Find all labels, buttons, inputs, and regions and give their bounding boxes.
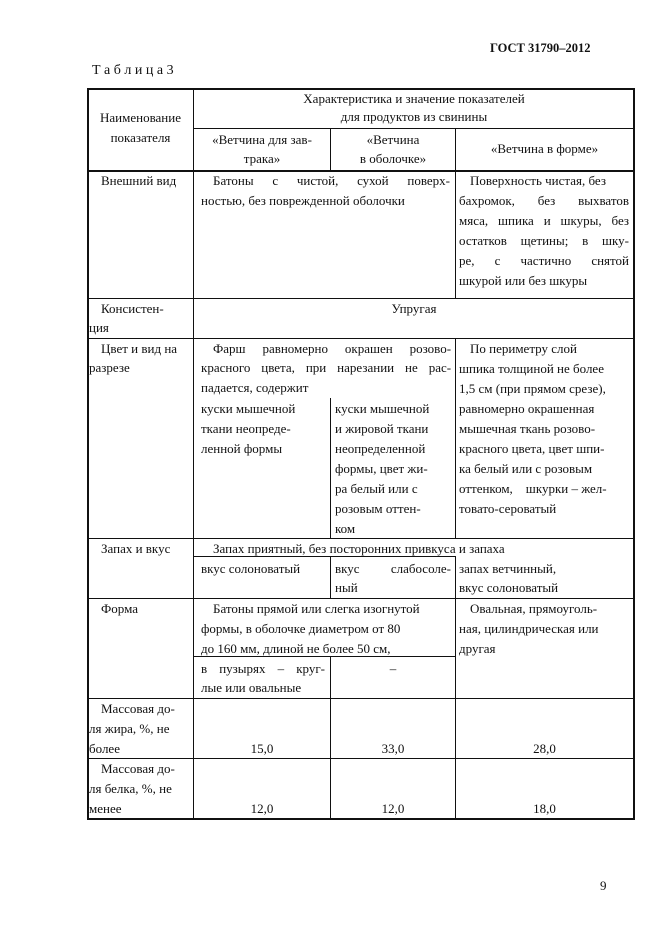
color-c3-l8: оттенком, шкурки – жел-	[459, 481, 607, 496]
word: равномерно	[262, 341, 329, 356]
color-c2-l2: и жировой ткани	[335, 421, 429, 436]
color-c3-l4: равномерно окрашенная	[459, 401, 595, 416]
name-column-divider	[193, 88, 194, 820]
col-header-form: «Ветчина в форме»	[490, 141, 599, 156]
row-name-color-l2: разрезе	[89, 360, 130, 375]
word: пузырях	[219, 661, 266, 676]
appearance-c3-l3	[459, 211, 629, 231]
shape-c3-l2: ная, цилиндрическая или	[459, 621, 599, 636]
word: при	[305, 360, 327, 375]
word: шпика	[498, 213, 534, 228]
word: окрашен	[344, 341, 393, 356]
color-c3-l1: По периметру слой	[470, 341, 577, 356]
appearance-c3-l2	[459, 191, 629, 211]
color-c1-l2: ткани неопреде-	[201, 421, 291, 436]
color-c12-l1	[213, 339, 451, 359]
color-c3-l6: красного цвета, цвет шпи-	[459, 441, 605, 456]
word: с	[494, 253, 501, 268]
col-header-casing-l2: в оболочке»	[359, 151, 427, 166]
color-c2-l1: куски мышечной	[335, 401, 430, 416]
shape-c3-l1: Овальная, прямоуголь-	[470, 601, 598, 616]
color-c2-l7: ком	[335, 521, 356, 536]
word: Фарш	[213, 341, 246, 356]
word: шку-	[602, 233, 629, 248]
col-div-smell-12	[330, 556, 331, 598]
color-c3-l5: мышечная ткань розово-	[459, 421, 596, 436]
col-group-header-l2: для продуктов из свинины	[340, 109, 488, 124]
word: шкуры,	[560, 213, 602, 228]
color-c12-l3: падается, содержит	[201, 380, 309, 395]
word: в	[582, 233, 589, 248]
word: Батоны	[213, 173, 254, 188]
row-name-shape: Форма	[101, 601, 138, 616]
shape-c12-l2: формы, в оболочке диаметром от 80	[201, 621, 401, 636]
appearance-c3-l5	[459, 251, 629, 271]
appearance-c12-l2: ностью, без поврежденной оболочки	[201, 193, 405, 208]
row-name-color-l1: Цвет и вид на	[101, 341, 178, 356]
word: без	[537, 193, 556, 208]
row-name-consistency-l2: ция	[89, 320, 109, 335]
appearance-c3-l1: Поверхность чистая, без	[470, 173, 606, 188]
col-div-shape-23	[455, 598, 456, 758]
color-c2-l6: розовым оттен-	[335, 501, 421, 516]
col-div-smell-23	[455, 556, 456, 598]
smell-c2-l1	[335, 559, 451, 579]
col-header-breakfast-l1: «Ветчина для зав-	[212, 132, 312, 147]
fat-value-casing: 33,0	[381, 741, 405, 756]
table-border-left	[87, 88, 89, 820]
color-c2-l5: ра белый или с	[335, 481, 418, 496]
col-div-appearance	[455, 170, 456, 298]
smell-c3-l2: вкус солоноватый	[459, 580, 559, 595]
appearance-c3-l4	[459, 231, 629, 251]
color-c2-l3: неопределенной	[335, 441, 426, 456]
word: с	[272, 173, 279, 188]
color-c3-l9: товато-сероватый	[459, 501, 557, 516]
word: в	[201, 661, 208, 676]
shape-c1-l1	[201, 659, 325, 679]
word: выхватов	[578, 193, 629, 208]
protein-value-form: 18,0	[533, 801, 556, 816]
row-name-fat-l1: Массовая до-	[101, 701, 175, 716]
document-id: ГОСТ 31790–2012	[490, 41, 591, 55]
consistency-value: Упругая	[391, 301, 437, 316]
appearance-c12-l1	[213, 171, 450, 191]
color-c1-l1: куски мышечной	[201, 401, 296, 416]
word: снятой	[591, 253, 629, 268]
color-c3-l2: шпика толщиной не более	[459, 361, 604, 376]
word: круг-	[296, 661, 325, 676]
smell-span: Запах приятный, без посторонних привкуса и запаха	[213, 541, 505, 556]
col-header-name-l1: Наименование	[100, 110, 181, 125]
row-name-appearance: Внешний вид	[101, 173, 177, 188]
shape-c3-l3: другая	[459, 641, 496, 656]
color-c3-l3: 1,5 см (при прямом срезе),	[459, 381, 606, 396]
word: щетины;	[520, 233, 569, 248]
header-sub-divider	[193, 128, 634, 129]
word: розово-	[409, 341, 452, 356]
color-c1-l3: ленной формы	[201, 441, 283, 456]
fat-value-breakfast: 15,0	[250, 741, 274, 756]
word: и	[543, 213, 551, 228]
col-div-shape-12	[330, 656, 331, 818]
col-group-header-l1: Характеристика и значение показателей	[303, 91, 525, 106]
row-name-protein-l2: ля белка, %, не	[89, 781, 172, 796]
word: мяса,	[459, 213, 489, 228]
word: остатков	[459, 233, 507, 248]
word: бахромок,	[459, 193, 515, 208]
protein-value-casing: 12,0	[381, 801, 405, 816]
shape-c1-l2: лые или овальные	[201, 680, 302, 695]
word: красного	[201, 360, 251, 375]
word: слабосоле-	[390, 561, 451, 576]
word: рас-	[428, 360, 452, 375]
col-div-color-12	[330, 398, 331, 538]
table-border-right	[633, 88, 635, 820]
color-c2-l4: формы, цвет жи-	[335, 461, 428, 476]
word: сухой	[357, 173, 389, 188]
shape-c2: –	[389, 661, 397, 676]
row-name-fat-l3: более	[89, 741, 120, 756]
word: не	[405, 360, 418, 375]
table-label: Т а б л и ц а 3	[92, 63, 174, 78]
col-header-casing-l1: «Ветчина	[366, 132, 420, 147]
word: чистой,	[296, 173, 339, 188]
col-header-name-l2: показателя	[110, 130, 171, 145]
word: нарезании	[337, 360, 395, 375]
row-name-protein-l3: менее	[89, 801, 122, 816]
row-name-consistency-l1: Консистен-	[101, 301, 164, 316]
row-name-protein-l1: Массовая до-	[101, 761, 175, 776]
shape-c12-l1: Батоны прямой или слегка изогнутой	[213, 601, 420, 616]
row-name-smell: Запах и вкус	[101, 541, 171, 556]
color-c12-l2	[201, 358, 451, 378]
row-name-fat-l2: ля жира, %, не	[89, 721, 170, 736]
smell-c1: вкус солоноватый	[201, 561, 301, 576]
color-c3-l7: ка белый или с розовым	[459, 461, 593, 476]
fat-value-form: 28,0	[533, 741, 556, 756]
word: поверх-	[407, 173, 450, 188]
appearance-c3-l6: шкурой или без шкуры	[459, 273, 588, 288]
word: без	[611, 213, 630, 228]
protein-value-breakfast: 12,0	[250, 801, 274, 816]
col-div-color-23	[455, 338, 456, 538]
word: –	[277, 661, 285, 676]
smell-c3-l1: запах ветчинный,	[459, 561, 557, 576]
word: вкус	[335, 561, 360, 576]
shape-c12-l3: до 160 мм, длиной не более 50 см,	[201, 641, 391, 656]
smell-c2-l2: ный	[335, 580, 358, 595]
page-number: 9	[600, 878, 607, 893]
col-header-breakfast-l2: трака»	[243, 151, 281, 166]
word: ре,	[459, 253, 475, 268]
word: цвета,	[261, 360, 295, 375]
word: частично	[520, 253, 572, 268]
